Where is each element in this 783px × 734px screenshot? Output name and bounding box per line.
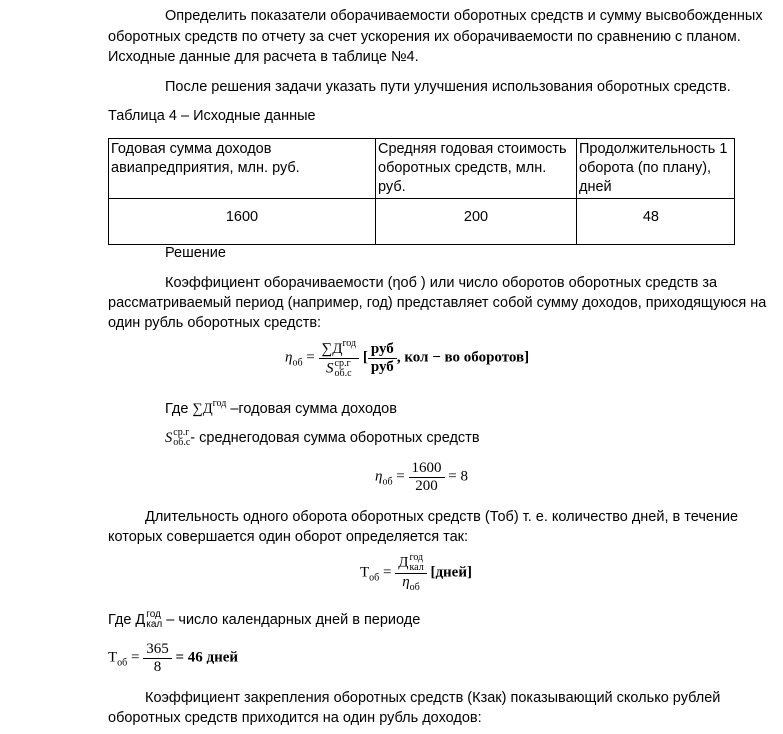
- header-line: оборота (по плану), дней: [579, 160, 712, 195]
- definition-average-assets: S ср.г об.с - среднегодовая сумма оборотных средств: [165, 427, 480, 448]
- table-header-cell: [577, 139, 735, 199]
- formula-duration-calc: $Т_{об}$ = $\frac{365}{8}$ = 46 дней: [108, 641, 239, 675]
- table-row: [109, 199, 735, 245]
- paragraph-line: один рубль оборотных средств:: [108, 315, 322, 331]
- table-header-cell: [109, 139, 376, 199]
- intro-line-1: Определить показатели оборачиваемости оборотных средств и сумму высвобожденных: [165, 8, 763, 24]
- solution-heading: Решение: [165, 245, 226, 261]
- table-cell: 1600: [109, 199, 376, 245]
- header-line: Годовая сумма доходов: [111, 141, 272, 157]
- source-data-table: [108, 138, 735, 245]
- definition-calendar-days: Где Д год кал – число календарных дней в периоде: [108, 609, 421, 630]
- paragraph-line: рассматриваемый период (например, год) представляет собой сумму доходов, приходящуюся на: [108, 295, 767, 311]
- header-line: Средняя годовая стоимость: [378, 141, 567, 157]
- table-caption: Таблица 4 – Исходные данные: [108, 108, 316, 124]
- table-header-row: [109, 139, 735, 199]
- table-cell: 200: [376, 199, 577, 245]
- header-line: оборотных средств, млн. руб.: [378, 160, 547, 195]
- formula-turnover-calc: $\eta_{об}$ = $\frac{1600}{200}$ = 8: [375, 460, 468, 494]
- paragraph-line: Коэффициент оборачиваемости (ηоб ) или число оборотов оборотных средств за: [165, 275, 718, 291]
- paragraph-line: Коэффициент закрепления оборотных средств (Кзак) показывающий сколько рублей: [145, 690, 721, 706]
- formula-turnover-duration: $Т_{об}$ = Д год кал $\eta_{об}$ [дней]: [360, 552, 472, 593]
- intro-line-2: оборотных средств по отчету за счет ускорения их оборачиваемости по сравнению с планом.: [108, 29, 741, 45]
- definition-annual-income: Где $\sum Д^{год}$ –годовая сумма доходов: [165, 398, 397, 417]
- header-line: авиапредприятия, млн. руб.: [111, 160, 300, 176]
- table-header-cell: [376, 139, 577, 199]
- header-line: Продолжительность 1: [579, 141, 728, 157]
- paragraph-line: оборотных средств приходится на один рубль доходов:: [108, 710, 482, 726]
- paragraph-line: которых совершается один оборот определяется так:: [108, 529, 469, 545]
- table-cell: 48: [577, 199, 735, 245]
- intro-line-3: Исходные данные для расчета в таблице №4.: [108, 49, 419, 65]
- intro-line-4: После решения задачи указать пути улучшения использования оборотных средств.: [165, 79, 731, 95]
- paragraph-line: Длительность одного оборота оборотных средств (Тоб) т. е. количество дней, в течение: [145, 509, 739, 525]
- formula-turnover-ratio: $\eta_{об}$ = $\sum Д^{год}$ S ср.г об.с [ $\frac{\text{руб}}{\text{руб}}$ , кол − во оборотов]: [285, 338, 530, 379]
